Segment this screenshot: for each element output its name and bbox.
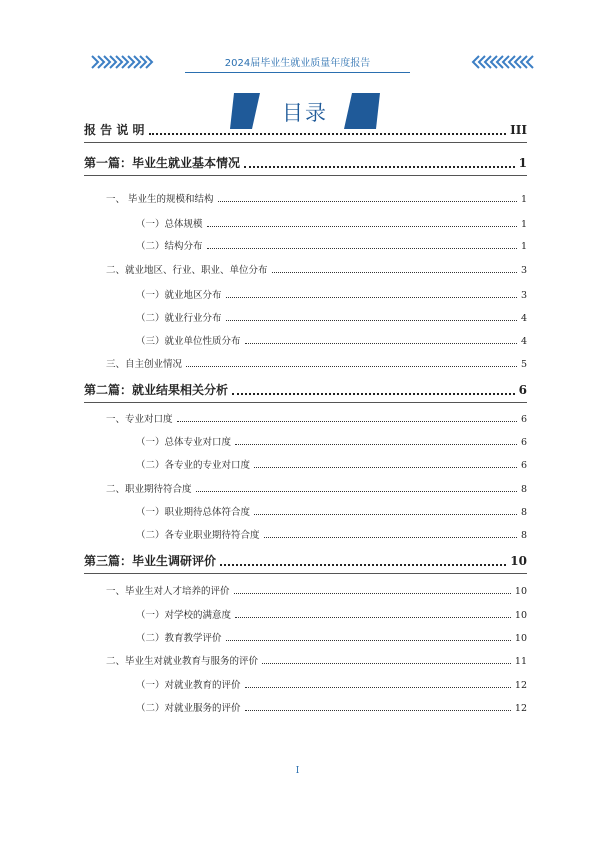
toc-entry-page: 3 bbox=[520, 265, 527, 276]
toc-entry[interactable] bbox=[84, 381, 527, 398]
toc-leader-dots bbox=[245, 343, 517, 344]
toc-entry-label: （二）教育教学评价 bbox=[136, 633, 222, 644]
toc-entry-label: （一）对就业教育的评价 bbox=[136, 680, 241, 691]
toc-entry-label: （二）就业行业分布 bbox=[136, 313, 222, 324]
toc-entry-label: （三）就业单位性质分布 bbox=[136, 336, 241, 347]
toc-entry-page: 10 bbox=[514, 610, 527, 621]
toc-leader-dots bbox=[232, 393, 515, 395]
toc-entry[interactable] bbox=[84, 552, 527, 569]
toc-leader-dots bbox=[196, 491, 517, 492]
toc-entry[interactable] bbox=[136, 607, 527, 621]
toc-leader-dots bbox=[244, 166, 515, 168]
toc-entry-label: 二、职业期待符合度 bbox=[106, 484, 192, 495]
toc-entry-page: 6 bbox=[518, 383, 527, 397]
toc-leader-dots bbox=[149, 133, 507, 135]
toc-entry-page: 10 bbox=[514, 633, 527, 644]
toc-entry-label: （二）结构分布 bbox=[136, 241, 203, 252]
toc-entry-label: 第一篇：毕业生就业基本情况 bbox=[84, 156, 241, 170]
toc-entry-page: 1 bbox=[520, 194, 527, 205]
toc-leader-dots bbox=[226, 320, 517, 321]
toc-entry[interactable] bbox=[136, 216, 527, 230]
toc-entry-label: （一）总体专业对口度 bbox=[136, 437, 232, 448]
toc-leader-dots bbox=[254, 467, 517, 468]
toc-leader-dots bbox=[186, 366, 517, 367]
toc-entry-label: （一）职业期待总体符合度 bbox=[136, 507, 251, 518]
toc-entry-label: 报 告 说 明 bbox=[84, 123, 145, 137]
toc-leader-dots bbox=[207, 248, 517, 249]
toc-entry-label: （一）对学校的满意度 bbox=[136, 610, 232, 621]
toc-entry-page: 1 bbox=[520, 241, 527, 252]
toc-entry-label: （二）对就业服务的评价 bbox=[136, 703, 241, 714]
toc-leader-dots bbox=[226, 297, 517, 298]
toc-entry-label: 一、专业对口度 bbox=[106, 414, 173, 425]
toc-entry[interactable] bbox=[84, 154, 527, 171]
toc-entry-page: 10 bbox=[510, 554, 527, 568]
toc-entry-label: （二）各专业职业期待符合度 bbox=[136, 530, 260, 541]
toc-entry-label: （一）总体规模 bbox=[136, 219, 203, 230]
toc-entry-page: 10 bbox=[514, 586, 527, 597]
toc-entry-page: 12 bbox=[514, 703, 527, 714]
toc-leader-dots bbox=[272, 272, 517, 273]
toc-entry[interactable] bbox=[136, 287, 527, 301]
toc-leader-dots bbox=[218, 201, 517, 202]
toc-leader-dots bbox=[245, 687, 511, 688]
toc-entry-page: 6 bbox=[520, 460, 527, 471]
toc-title: 目录 bbox=[282, 101, 328, 125]
toc-entry[interactable] bbox=[136, 310, 527, 324]
toc-entry[interactable] bbox=[136, 700, 527, 714]
toc-entry-page: 1 bbox=[518, 156, 527, 170]
toc-entry-page: 5 bbox=[520, 359, 527, 370]
section-divider bbox=[84, 402, 527, 403]
toc-entry[interactable] bbox=[136, 434, 527, 448]
toc-entry-label: 第三篇：毕业生调研评价 bbox=[84, 554, 217, 568]
toc-entry-page: 1 bbox=[520, 219, 527, 230]
toc-entry-label: 三、自主创业情况 bbox=[106, 359, 183, 370]
toc-entry-page: 8 bbox=[520, 507, 527, 518]
toc-leader-dots bbox=[254, 514, 517, 515]
toc-entry-page: 3 bbox=[520, 290, 527, 301]
header-divider bbox=[185, 72, 410, 73]
toc-leader-dots bbox=[177, 421, 517, 422]
section-divider bbox=[84, 573, 527, 574]
chevron-pattern-right-icon bbox=[455, 52, 535, 72]
toc-leader-dots bbox=[207, 226, 517, 227]
toc-entry[interactable] bbox=[106, 191, 527, 205]
page-number: I bbox=[295, 766, 300, 776]
toc-entry-label: 一、毕业生对人才培养的评价 bbox=[106, 586, 230, 597]
page-header bbox=[0, 40, 595, 80]
toc-entry[interactable] bbox=[136, 677, 527, 691]
toc-entry[interactable] bbox=[106, 411, 527, 425]
toc-entry[interactable] bbox=[106, 481, 527, 495]
toc-entry-page: 11 bbox=[514, 656, 527, 667]
toc-entry-label: 第二篇：就业结果相关分析 bbox=[84, 383, 229, 397]
report-header-title: 2024届毕业生就业质量年度报告 bbox=[224, 58, 371, 69]
toc-entry[interactable] bbox=[106, 583, 527, 597]
toc-entry[interactable] bbox=[106, 262, 527, 276]
toc-entry[interactable] bbox=[84, 121, 527, 138]
toc-entry[interactable] bbox=[136, 504, 527, 518]
toc-leader-dots bbox=[235, 444, 517, 445]
toc-entry-page: 8 bbox=[520, 530, 527, 541]
toc-entry-page: III bbox=[510, 123, 527, 137]
toc-leader-dots bbox=[262, 663, 511, 664]
toc-entry[interactable] bbox=[136, 333, 527, 347]
section-divider bbox=[84, 175, 527, 176]
toc-entry-label: 二、就业地区、行业、职业、单位分布 bbox=[106, 265, 268, 276]
toc-entry-page: 6 bbox=[520, 437, 527, 448]
toc-entry[interactable] bbox=[106, 356, 527, 370]
toc-leader-dots bbox=[220, 564, 506, 566]
toc-entry[interactable] bbox=[106, 653, 527, 667]
toc-leader-dots bbox=[245, 710, 511, 711]
toc-entry-page: 6 bbox=[520, 414, 527, 425]
toc-leader-dots bbox=[226, 640, 511, 641]
toc-leader-dots bbox=[235, 617, 511, 618]
toc-entry[interactable] bbox=[136, 527, 527, 541]
toc-entry-page: 8 bbox=[520, 484, 527, 495]
toc-entry-label: （一）就业地区分布 bbox=[136, 290, 222, 301]
section-divider bbox=[84, 142, 527, 143]
toc-leader-dots bbox=[264, 537, 517, 538]
toc-entry[interactable] bbox=[136, 457, 527, 471]
toc-entry-page: 4 bbox=[520, 336, 527, 347]
toc-entry-page: 4 bbox=[520, 313, 527, 324]
toc-entry[interactable] bbox=[136, 238, 527, 252]
toc-entry-label: （二）各专业的专业对口度 bbox=[136, 460, 251, 471]
toc-entry[interactable] bbox=[136, 630, 527, 644]
toc-entry-label: 一、 毕业生的规模和结构 bbox=[106, 194, 214, 205]
toc-entry-label: 二、毕业生对就业教育与服务的评价 bbox=[106, 656, 259, 667]
toc-leader-dots bbox=[234, 593, 511, 594]
toc-entry-page: 12 bbox=[514, 680, 527, 691]
